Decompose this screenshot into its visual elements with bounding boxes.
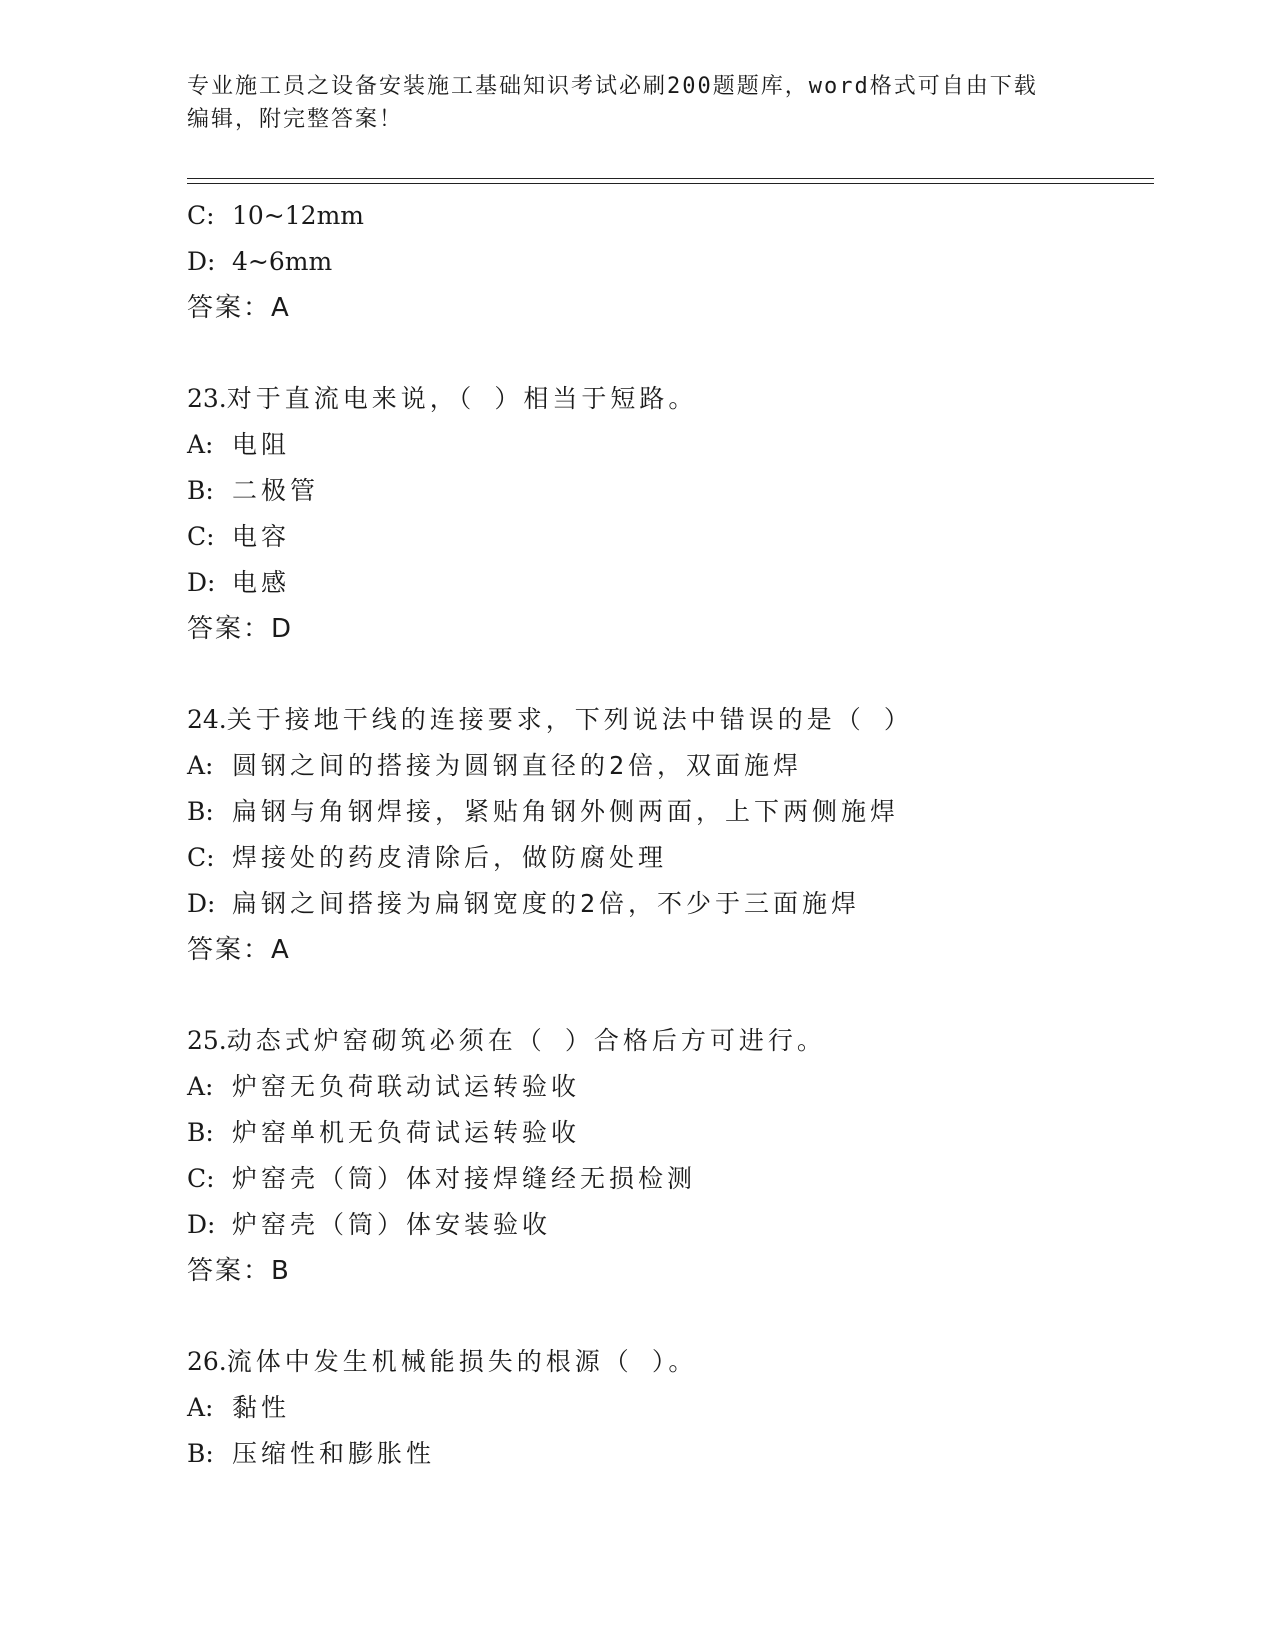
option-text: 电容 [232,522,291,551]
option-c [187,835,1167,881]
question-text: 对于直流电来说，（ ）相当于短路。 [226,384,698,413]
option-text: 二极管 [232,476,320,505]
answer-line: 答案：A [187,935,291,965]
answer-line: 答案：D [187,614,294,644]
option-text: 炉窑无负荷联动试运转验收 [232,1072,581,1101]
header-line-1: 专业施工员之设备安装施工基础知识考试必刷200题题库，word格式可自由下载 [187,74,1038,99]
header-divider-top [187,178,1154,179]
option-text: 焊接处的药皮清除后，做防腐处理 [232,843,668,872]
question-text: 流体中发生机械能损失的根源（ ）。 [226,1347,698,1376]
option-prefix: D: [187,889,216,918]
header-divider-bottom [187,183,1154,184]
question-24-stem [187,697,1167,743]
question-number: 23. [187,384,227,413]
option-a [187,1385,1167,1431]
option-prefix: C: [187,843,215,872]
option-prefix: B: [187,797,214,826]
option-prefix: A: [187,1393,214,1422]
option-prefix: C: [187,522,215,551]
option-prefix: D: [187,247,216,276]
question-26-stem [187,1339,1167,1385]
option-b [187,1431,1167,1477]
option-a [187,1064,1167,1110]
option-text: 10~12mm [232,201,364,230]
option-c [187,193,1167,239]
option-c [187,1156,1167,1202]
option-d [187,560,1167,606]
option-text: 电阻 [232,430,291,459]
option-a [187,743,1167,789]
option-text: 炉窑壳（筒）体安装验收 [232,1210,552,1239]
option-b [187,789,1167,835]
option-d [187,881,1167,927]
option-text: 电感 [232,568,291,597]
question-list [187,193,1167,1477]
question-number: 26. [187,1347,227,1376]
option-text: 扁钢之间搭接为扁钢宽度的2倍，不少于三面施焊 [232,889,861,918]
option-text: 炉窑单机无负荷试运转验收 [232,1118,581,1147]
option-b [187,1110,1167,1156]
option-prefix: A: [187,430,214,459]
option-text: 圆钢之间的搭接为圆钢直径的2倍，双面施焊 [232,751,803,780]
document-header [187,70,1087,136]
option-prefix: B: [187,1439,214,1468]
question-text: 动态式炉窑砌筑必须在（ ）合格后方可进行。 [226,1026,826,1055]
question-number: 25. [187,1026,227,1055]
option-prefix: A: [187,751,214,780]
option-prefix: D: [187,568,216,597]
option-prefix: A: [187,1072,214,1101]
question-23-stem [187,376,1167,422]
question-25-stem [187,1018,1167,1064]
question-text: 关于接地干线的连接要求，下列说法中错误的是（ ） [226,705,913,734]
option-text: 黏性 [232,1393,291,1422]
option-a [187,422,1167,468]
option-prefix: B: [187,1118,214,1147]
option-text: 4~6mm [232,247,333,276]
question-number: 24. [187,705,227,734]
option-prefix: C: [187,1164,215,1193]
answer-line: 答案：B [187,1256,291,1286]
header-line-2: 编辑，附完整答案！ [187,107,404,132]
option-text: 压缩性和膨胀性 [232,1439,436,1468]
option-d [187,239,1167,285]
answer-line: 答案：A [187,293,291,323]
option-c [187,514,1167,560]
option-prefix: C: [187,201,215,230]
option-text: 炉窑壳（筒）体对接焊缝经无损检测 [232,1164,697,1193]
option-b [187,468,1167,514]
option-prefix: D: [187,1210,216,1239]
option-text: 扁钢与角钢焊接，紧贴角钢外侧两面，上下两侧施焊 [232,797,900,826]
option-prefix: B: [187,476,214,505]
option-d [187,1202,1167,1248]
